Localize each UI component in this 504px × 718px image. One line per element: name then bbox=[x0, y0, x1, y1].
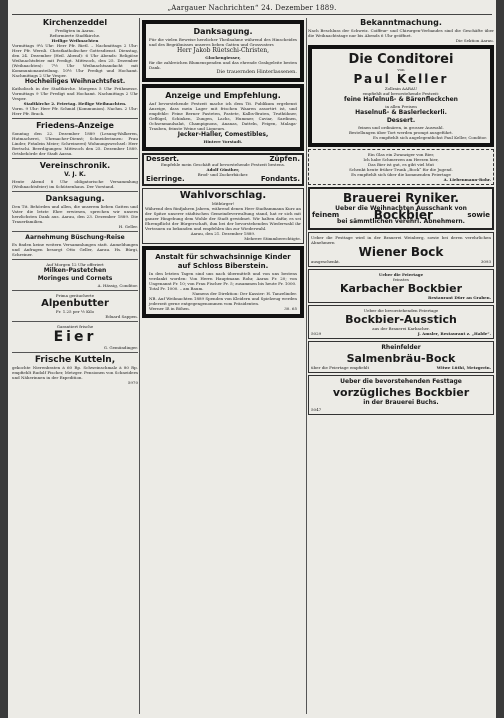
confectionery-address: Zollrain AARAU bbox=[384, 86, 418, 91]
institution-signature: Namens der Direktion: Der Kassier: H. Tanzelinder. bbox=[192, 291, 297, 296]
ad-line: feinstes bbox=[393, 277, 409, 282]
ad-line: Rheinfelder bbox=[381, 344, 421, 351]
confectionery-line: Bestellungen über Tort werden prompt ausgeführt. bbox=[348, 130, 454, 135]
election-proposal bbox=[142, 188, 304, 244]
ad-headline: Alpenbutter bbox=[41, 298, 109, 309]
column-middle bbox=[142, 18, 304, 714]
announcement-body: Auf bevorstehende Festzeit mache ich dem Tit. Publikum ergebenst Anzeige, dass mein Lager mit frischen Waaren assortirt ist, und empfehle: Feine Berner Pasteten, Pastete, Kalbs-Braten, Truthühner, Geflügel, Schinken, Zungen, Lachs, Hummer, Caviar, Sardinen, Ochsenmaulsalat, Champignons, Ananas, Datteln, Feigen, Malaga-Trauben, feinste Weine und Liqueurs. bbox=[149, 101, 297, 131]
divider bbox=[12, 231, 138, 232]
poem-line: Ein Glas ein Zwanziger von Bier, bbox=[367, 152, 435, 157]
thanks-title: Danksagung. bbox=[193, 27, 253, 36]
ad-footer bbox=[311, 365, 491, 370]
ad-signature: Eduard Sappen. bbox=[105, 314, 138, 319]
ad-body: Es finden keine weitern Versammlungen statt. Anmeldungen und Anfragen besorgt Otto Geller, Aarau. Hs. Bürgi, Schreiner. bbox=[12, 242, 138, 257]
poem-line: Ich habe Schmerzen am Herzen hier, bbox=[363, 157, 439, 162]
ad-signature: J. Amsler, Restaurant z. „Halde“. bbox=[417, 331, 491, 336]
public-notice-signature: Die Sektion Aarau. bbox=[455, 38, 494, 43]
church-schedule-body: Katholisch in der Stadtkirche. Morgens 5 Uhr Frühmesse. Vormittags 9 Uhr Predigt und Hochamt. Nachmittags 2 Uhr Vesper. bbox=[12, 86, 138, 101]
ad-line: Auf Morgen 12 Uhr offeriert bbox=[46, 262, 104, 267]
institution-number: 30. 65 bbox=[284, 306, 297, 311]
election-title: Wahlvorschlag. bbox=[179, 190, 267, 201]
ad-body: gekochte Nierenbraten à 60 Rp. Schweinschmalz à 80 Rp. empfiehlt Rudolf Fischer, Metzger. Pensionen von Schneidern und Näherinnen in der Expedition. bbox=[12, 365, 138, 380]
poem-line: Schenkt heute früher Trunk „Bock“ für die Jugend. bbox=[349, 167, 453, 172]
election-signature: Mehrere Stimmberechtigte. bbox=[244, 236, 301, 241]
thanks-body: Für die vielen Beweise herzlicher Theilnahme während des Hinscheides und des Begräbnisses unseres lieben Gatten und Grossvaters bbox=[149, 37, 297, 47]
public-notice bbox=[308, 18, 494, 43]
ad-tripe bbox=[12, 355, 138, 385]
ad-line: Ueber die bevorstehenden Festtage bbox=[340, 378, 462, 385]
announcement-address: Hintere Vorstadt. bbox=[203, 139, 243, 144]
ad-headline: vorzügliches Bockbier bbox=[332, 386, 470, 399]
page-header: „Aargauer Nachrichten“ 24. Dezember 1889. bbox=[8, 4, 496, 12]
ad-eggs bbox=[12, 324, 138, 350]
ad-headline: Wiener Bock bbox=[358, 245, 444, 259]
election-date: Aarau, den 21. Dezember 1889. bbox=[190, 231, 256, 236]
ad-signature: A. Hässig, Conditor. bbox=[97, 283, 138, 288]
church-schedule-title: Kirchenzeddel bbox=[42, 18, 108, 27]
ryniker-brewery-ad bbox=[308, 187, 494, 230]
ad-number: 5047 bbox=[311, 407, 322, 412]
ad-line: Ueber die bevorstehenden Feiertage bbox=[363, 308, 439, 313]
brewery-line: sowie bbox=[467, 211, 490, 219]
ad-travel bbox=[12, 234, 138, 257]
dessert-body: Empfehle mein Geschäft auf bevorstehende Festzeit bestens. bbox=[160, 162, 286, 167]
ad-headline: Frische Kutteln, bbox=[34, 355, 116, 365]
election-body: Während den fünfjahren Jahren, während denen Herr Stadtammann Kurz an der Spitze unserer städtischen Gemeindeverwaltung stand, hat er sich mit ganzer Hingebung dem Wohle der Stadt gewidmet. Wir halten dafür, es sei Ehrenpflicht der Bürgerschaft, ihm bei der bevorstehenden Wiederwahl ihr Vertrauen zu bekunden und empfehlen ihn zur Wiederwahl. bbox=[145, 206, 301, 231]
ad-signature: Restaurant Dürr an Graben. bbox=[428, 295, 491, 300]
announcement-title: Anzeige und Empfehlung. bbox=[165, 91, 281, 100]
institution-notice bbox=[142, 246, 304, 318]
thanks-signature: Die trauernden Hinterlassenen. bbox=[216, 69, 297, 75]
wiener-bock-ad bbox=[308, 232, 494, 267]
column-right bbox=[308, 18, 494, 714]
church-schedule bbox=[12, 18, 138, 116]
ad-line: aus der Brauerei Karbacher. bbox=[372, 326, 430, 331]
confectionery-line: empfiehlt auf bevorstehende Festzeit: bbox=[362, 91, 440, 96]
ad-line: Ueber die Feiertage bbox=[378, 272, 424, 277]
divider bbox=[12, 321, 138, 322]
thanks-title: Danksagung. bbox=[45, 194, 105, 203]
confectionery-product: Dessert. bbox=[386, 117, 416, 124]
buchs-brewery-ad bbox=[308, 375, 494, 415]
thanks-body: für die zahlreichen Blumenspenden und das ehrende Grabgeleite besten Dank. bbox=[149, 60, 297, 70]
column-rule bbox=[139, 18, 140, 714]
brewery-line: feinem bbox=[312, 211, 340, 219]
club-name: V. J. K. bbox=[64, 171, 86, 178]
ad-headline: Moringes und Cornets bbox=[37, 275, 113, 282]
ad-number: 5029 bbox=[311, 331, 322, 336]
ad-signature: Witwe Lüthi, Metzgerin. bbox=[436, 365, 491, 370]
salmenbraeu-ad bbox=[308, 341, 494, 373]
thanks-signature: H. Geller. bbox=[118, 224, 138, 229]
dessert-label: Eierringe. bbox=[146, 175, 185, 183]
institution-body: In den letzten Tagen sind uns nach übermittelt und von uns bestens verdankt worden: Von Herrn Hauptmann Rohr, Aarau Fr. 20; von Ungenannt Fr. 10; von Frau Fischer Fr. 5; zusammen bis heute Fr. 1000. bbox=[149, 271, 297, 286]
church-schedule-line: Heilige Weihnachten bbox=[51, 38, 99, 43]
church-schedule-line: Predigten in Aarau. bbox=[55, 28, 95, 33]
confectionery-line: in allen Preisen bbox=[385, 104, 417, 109]
ad-headline: Karbacher Bockbier bbox=[339, 282, 463, 295]
brewery-line: bei sämmtlichen verehrl. Abnehmern. bbox=[337, 218, 465, 225]
divider bbox=[12, 290, 138, 291]
ad-headline: Milken-Pastetchen bbox=[43, 267, 107, 274]
ad-headline: Salmenbräu-Bock bbox=[346, 352, 456, 365]
ad-number: 5970 bbox=[127, 380, 138, 385]
election-salutation: Mitbürger! bbox=[211, 201, 235, 206]
newspaper-page bbox=[8, 0, 496, 718]
church-schedule-subtitle: Stadtkirche 2. Feiertag. Heilige Weihnachten. bbox=[23, 101, 127, 106]
confectionery-owner: Paul Keller bbox=[353, 72, 449, 86]
peace-notice bbox=[12, 121, 138, 156]
thanks-notice-middle bbox=[142, 20, 304, 82]
dessert-merchant: Adolf Günther, bbox=[206, 167, 240, 172]
poem-signature: A. Liebenmann-Rohr. bbox=[443, 177, 491, 182]
church-schedule-line: Reformierte Stadtkirche. bbox=[49, 33, 101, 38]
ad-line: ausgeschenkt. bbox=[311, 259, 341, 264]
institution-note: NB. Auf Weihnachten 1889 Spenden von Kleidern und Spielzeug werden jederzeit gerne entgegengenommen vom Präsidenten. bbox=[149, 296, 297, 306]
announcement-ad bbox=[142, 84, 304, 151]
confectionery-ad bbox=[308, 45, 494, 147]
dessert-row bbox=[146, 177, 300, 182]
poem-line: Das Bier ist gut, es gibt viel Mut bbox=[368, 162, 434, 167]
confectionery-product: Haselnuß- & Baslerleckerli. bbox=[355, 109, 447, 116]
divider bbox=[12, 118, 138, 119]
ad-pastries bbox=[12, 262, 138, 288]
ad-headline: Eier bbox=[53, 329, 97, 345]
public-notice-body: Nach Beschluss der Schweiz. Coiffeur- und Chirurgen-Verbandes sind die Geschäfte über die Weihnachtstage nur bis Abends 6 Uhr geöffnet. bbox=[308, 28, 494, 38]
brewery-line: Ueber die Weihnachten Ausschank von bbox=[335, 205, 467, 212]
thanks-body: Den Tit. Behörden und allen, die unserem lieben Gatten und Vater die letzte Ehre erwiesen, sprechen wir unsern herzlichsten Dank aus. Aarau, den 23. Dezember 1889. Die Trauerfamilien. bbox=[12, 204, 138, 224]
divider bbox=[12, 259, 138, 260]
column-rule bbox=[306, 18, 307, 714]
institution-title: Anstalt für schwachsinnige Kinder auf Schloss Biberstein. bbox=[155, 253, 291, 270]
ad-line: in der Brauerei Buchs. bbox=[363, 399, 439, 406]
divider bbox=[12, 158, 138, 159]
public-notice-title: Bekanntmachung. bbox=[360, 18, 442, 27]
ad-line: Fr. 1.25 per ½ Kilo bbox=[55, 309, 95, 314]
church-schedule-body: Vormittags 9¼ Uhr: Herr Pfr. Rietl. – Nachmittags 2 Uhr: Herr Pfr. Wernli. Christkatholischer Gottesdienst. Dienstag, den 24. Dezember (Heil. Abend): 6 Uhr Abends: Religiöse Weihnachtsfeier mit Predigt. Mittwoch, den 25. Dezember (Weihnachten): 7½ Uhr Weihnachtsandacht mit Kommunionausteilung. 10½ Uhr Predigt und Hochamt. Nachmittags 2 Uhr Vesper. bbox=[12, 43, 138, 78]
club-chronicle-body: Heute Abend 8 Uhr obligatorische Versammlung (Weihnachtsfeier) im Schützenhaus. Der Vorstand. bbox=[12, 179, 138, 189]
bockbier-headline: Bockbier bbox=[373, 208, 433, 222]
ad-body: Ueber die Festtage wird in der Brauerei Weinberg, sowie bei deren verehrlichen Abnehmern bbox=[311, 235, 491, 245]
ad-line: über die Feiertage empfiehlt bbox=[311, 365, 370, 370]
deceased-role: Glockengiesser, bbox=[205, 55, 241, 60]
ad-line: Prima geräucherte bbox=[55, 293, 95, 298]
bockbier-tapping-ad bbox=[308, 305, 494, 339]
dessert-label: Dessert. bbox=[146, 155, 180, 163]
ad-footer bbox=[311, 259, 491, 264]
peace-notice-body: Sonntag den 22. Dezember 1889 (Lesung-Walkeren, Hutmacherei, Uhrmacher-Dienst; Schneiderinnen: Frau Linder, Fräulein Meier; Schreinerei) Wohnungswechsel: Herr Bertschi. Beerdigungen: Mittwoch den 25. Dezember 1889. Ortsbehörde der Stadt Aarau. bbox=[12, 131, 138, 156]
institution-footer bbox=[149, 306, 297, 311]
ad-footer bbox=[311, 331, 491, 336]
divider bbox=[12, 191, 138, 192]
thanks-notice-left bbox=[12, 194, 138, 229]
column-left bbox=[12, 18, 138, 714]
church-schedule-body: Vorm. 9 Uhr: Herr Pfr. Schmid (Kommunion). Nachm. 2 Uhr: Herr Pfr. Brack. bbox=[12, 106, 138, 116]
ad-butter bbox=[12, 293, 138, 319]
brewery-title: Brauerei Ryniker. bbox=[343, 191, 459, 205]
poem-line: Es empfiehlt sich über die kommenden Feiertage bbox=[351, 172, 451, 177]
beer-poem-ad bbox=[308, 149, 494, 185]
club-chronicle-title: Vereinschronik. bbox=[39, 161, 111, 170]
confectionery-line: von bbox=[397, 67, 405, 72]
institution-total: Total Fr. 1000. – am Baum. bbox=[149, 286, 204, 291]
ad-signature: G. Gemündinger. bbox=[103, 345, 138, 350]
deceased-name: Herr Jakob Rüetschi-Christen, bbox=[176, 47, 270, 54]
confectionery-product: feine Hafelnuß- & Bärenfleckchen bbox=[344, 96, 458, 103]
church-schedule-subtitle: Hochheiliges Weihnachtsfest. bbox=[24, 78, 126, 85]
divider bbox=[12, 352, 138, 353]
peace-notice-title: Friedens-Anzeige bbox=[36, 121, 114, 130]
dessert-address: Brod- und Zuckerbäcker. bbox=[197, 172, 249, 177]
club-chronicle bbox=[12, 161, 138, 189]
ad-title: Aarnehmung Büschung-Reise bbox=[25, 234, 125, 241]
institution-footer-text: Werner Iß in Böhen. bbox=[149, 306, 190, 311]
dessert-ad bbox=[142, 153, 304, 186]
confectionery-signature: Es empfiehlt sich angelegentlichst Paul Keller, Conditor. bbox=[373, 135, 487, 140]
ad-line: Garantiert frische bbox=[56, 324, 94, 329]
dessert-label: Fondants. bbox=[260, 175, 300, 183]
karbacher-ad bbox=[308, 269, 494, 303]
confectionery-title: Die Conditorei bbox=[348, 52, 454, 67]
confectionery-line: feinen und ordinären, in grosser Auswahl. bbox=[358, 125, 444, 130]
announcement-merchant: Jecker-Haller, Comestibles, bbox=[177, 131, 269, 138]
ad-headline: Bockbier-Ausstich bbox=[345, 313, 457, 326]
ad-number: 3093 bbox=[480, 259, 491, 264]
dessert-label: Züpfen. bbox=[269, 155, 300, 163]
